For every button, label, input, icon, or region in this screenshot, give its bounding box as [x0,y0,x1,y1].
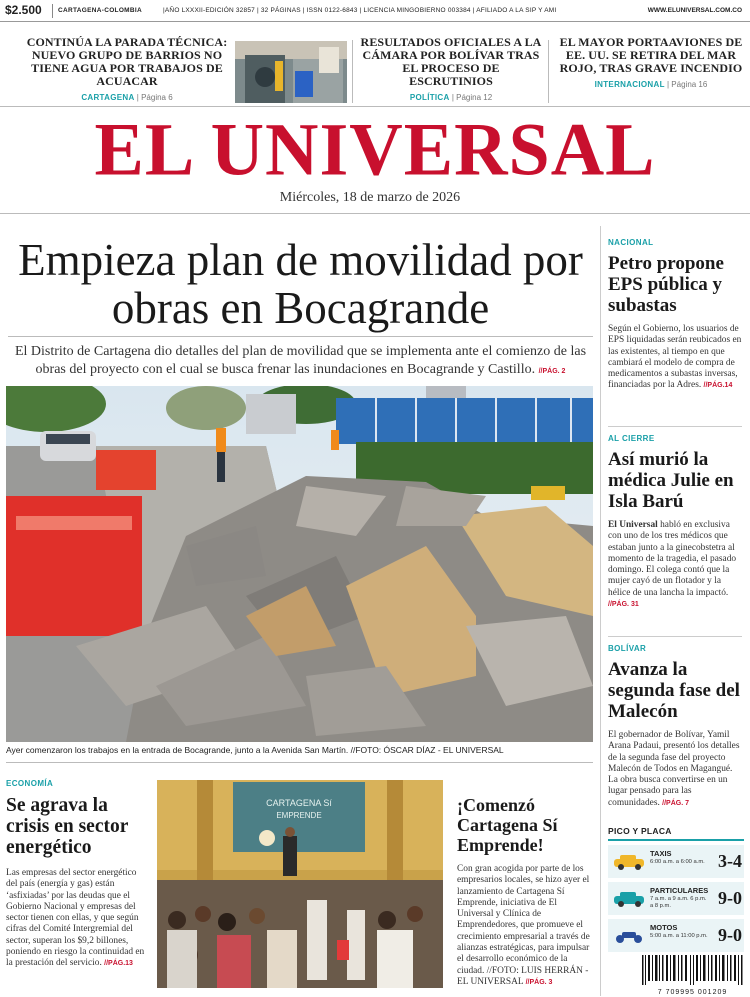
story-al-cierre[interactable] [608,434,742,610]
price: $2.500 [5,3,42,17]
event-photo [157,780,443,988]
teaser-title: EL MAYOR PORTAAVIONES DE EE. UU. SE RETIRA DEL MAR ROJO, TRAS GRAVE INCENDIO [559,35,743,75]
pyp-digits: 9-0 [718,925,742,945]
teaser-title: RESULTADOS OFICIALES A LA CÁMARA POR BOLÍVAR TRAS EL PROCESO DE ESCRUTINIOS [360,35,542,88]
barcode [640,955,745,996]
divider [0,213,750,214]
divider [600,226,601,996]
section-label: AL CIERRE [608,434,655,443]
edition-info: |AÑO LXXXII-EDICIÓN 32857 | 32 PÁGINAS | ISSN 0122-6843 | LICENCIA MINGOBIERNO 003384 | AFILIADO A LA SIP Y AMI [163,7,557,14]
car-icon [612,891,646,907]
divider [8,336,593,337]
divider [608,426,742,427]
story-body: Con gran acogida por parte de los empresarios locales, se hizo ayer el lanzamiento de Cartagena Sí Emprende, iniciativa de El Universal y Clínica de Emprendedores, que promueve el crecimiento empresarial a través de alianzas estratégicas, para impulsar el desarrollo económico de la ciudad. //FOTO: LUIS HERRÁN - EL UNIVERSAL //PÁG. 3 [457,864,590,987]
pyp-hours: 5:00 a.m. a 11:00 p.m. [650,933,708,939]
divider [0,106,750,107]
main-photo-road-works [6,386,593,742]
taxi-icon [612,854,646,870]
teaser-title: CONTINÚA LA PARADA TÉCNICA: NUEVO GRUPO DE BARRIOS NO TIENE AGUA POR TRABAJOS DE ACUACAR [26,35,228,88]
city-label: CARTAGENA-COLOMBIA [58,7,142,14]
teaser-internacional[interactable] [556,36,746,89]
pyp-hours: 7 a.m. a 9 a.m. 6 p.m. a 8 p.m. [650,896,707,909]
issue-date: Miércoles, 18 de marzo de 2026 [279,190,461,205]
section-label: NACIONAL [608,238,654,247]
pyp-label: MOTOS [650,923,678,932]
story-headline: ¡Comenzó Cartagena Sí Emprende! [457,795,558,855]
teaser-section: INTERNACIONAL | Página 16 [594,80,708,89]
pyp-digits: 9-0 [718,888,742,908]
divider [608,839,744,841]
masthead-logo[interactable]: EL UNIVERSAL [94,108,656,192]
pyp-digits: 3-4 [718,851,742,871]
screen-text: CARTAGENA Sí [266,798,332,808]
section-label: BOLÍVAR [608,644,647,653]
divider [548,40,549,103]
motorcycle-icon [612,928,646,944]
website-link[interactable]: WWW.ELUNIVERSAL.COM.CO [647,7,742,14]
barcode-number: 7 709995 001209 [657,989,728,996]
divider [608,636,742,637]
story-headline: Se agrava la crisis en sector energético [6,795,129,858]
pico-y-placa-box [608,826,744,952]
pyp-label: TAXIS [650,849,672,858]
story-body: El Universal habló en exclusiva con uno de los tres médicos que estaban junto a la ginecobstetra al momento de la tragedia, el pasado domingo. El colega contó que la mujer cayó de un flotador y la hélice de una lancha la impactó. //PÁG. 31 [608,520,737,609]
pyp-label: PARTICULARES [650,886,709,895]
story-headline: Petro propone EPS pública y subastas [608,253,724,316]
divider [52,4,53,18]
story-nacional[interactable] [608,238,742,392]
story-body: Las empresas del sector energético del país (energía y gas) están ‘asfixiadas’ por las deudas que el Gobierno Nacional y empresas del sector tienen con ellas, y que según cifras del Comité Intergremial del sector, superan los $9,2 billones, poniendo en riesgo la continuidad en la prestación del servicio. //PÁG.13 [6,868,145,969]
screen-text: EMPRENDE [276,811,322,820]
section-label: ECONOMÍA [6,779,54,788]
story-bolivar[interactable] [608,644,742,809]
teaser-politica[interactable] [360,36,542,102]
pyp-row-taxis [608,845,744,878]
story-body: Según el Gobierno, los usuarios de EPS liquidadas serán reubicados en las existentes, al tiempo en que cambiará el modelo de compra de medicamentos a subastas inversas, financiadas por la Adres. //PÁG.14 [608,324,742,391]
divider [6,762,593,763]
teaser-section: CARTAGENA | Página 6 [81,93,173,102]
story-cartagena-emprende[interactable] [457,795,595,988]
top-info-strip [0,0,750,22]
story-body: El gobernador de Bolívar, Yamil Arana Padaui, presentó los detalles de la segunda fase del proyecto Malecón de Todos en Magangué. La obra busca convertirse en un lugar pensado para las comunidades. //PÁG. 7 [608,730,740,808]
pyp-hours: 6:00 a.m. a 6:00 a.m. [650,859,705,865]
main-summary: El Distrito de Cartagena dio detalles del plan de movilidad que se implementa ante el comienzo de las obras del proyecto con el cual se busca frenar las inundaciones en Bocagrande y Castillo. //PÁG. 2 [14,344,587,377]
pyp-row-particulares [608,882,744,915]
teaser-photo-water-works [235,41,347,103]
teaser-cartagena[interactable] [22,36,232,102]
page-reference: //PÁG. 2 [538,368,566,375]
pico-y-placa-title: PICO Y PLACA [608,826,672,836]
photo-caption: Ayer comenzaron los trabajos en la entrada de Bocagrande, junto a la Avenida San Martín. //FOTO: ÓSCAR DÍAZ - EL UNIVERSAL [6,745,504,755]
barcode-graphic [640,955,745,985]
divider [352,40,353,103]
teaser-section: POLÍTICA | Página 12 [409,93,493,102]
story-headline: Avanza la segunda fase del Malecón [608,659,740,722]
story-economia[interactable] [6,779,146,970]
story-headline: Así murió la médica Julie en Isla Barú [608,449,734,512]
main-headline[interactable]: Empieza plan de movilidad por obras en Bocagrande [18,235,583,333]
pyp-row-motos [608,919,744,952]
